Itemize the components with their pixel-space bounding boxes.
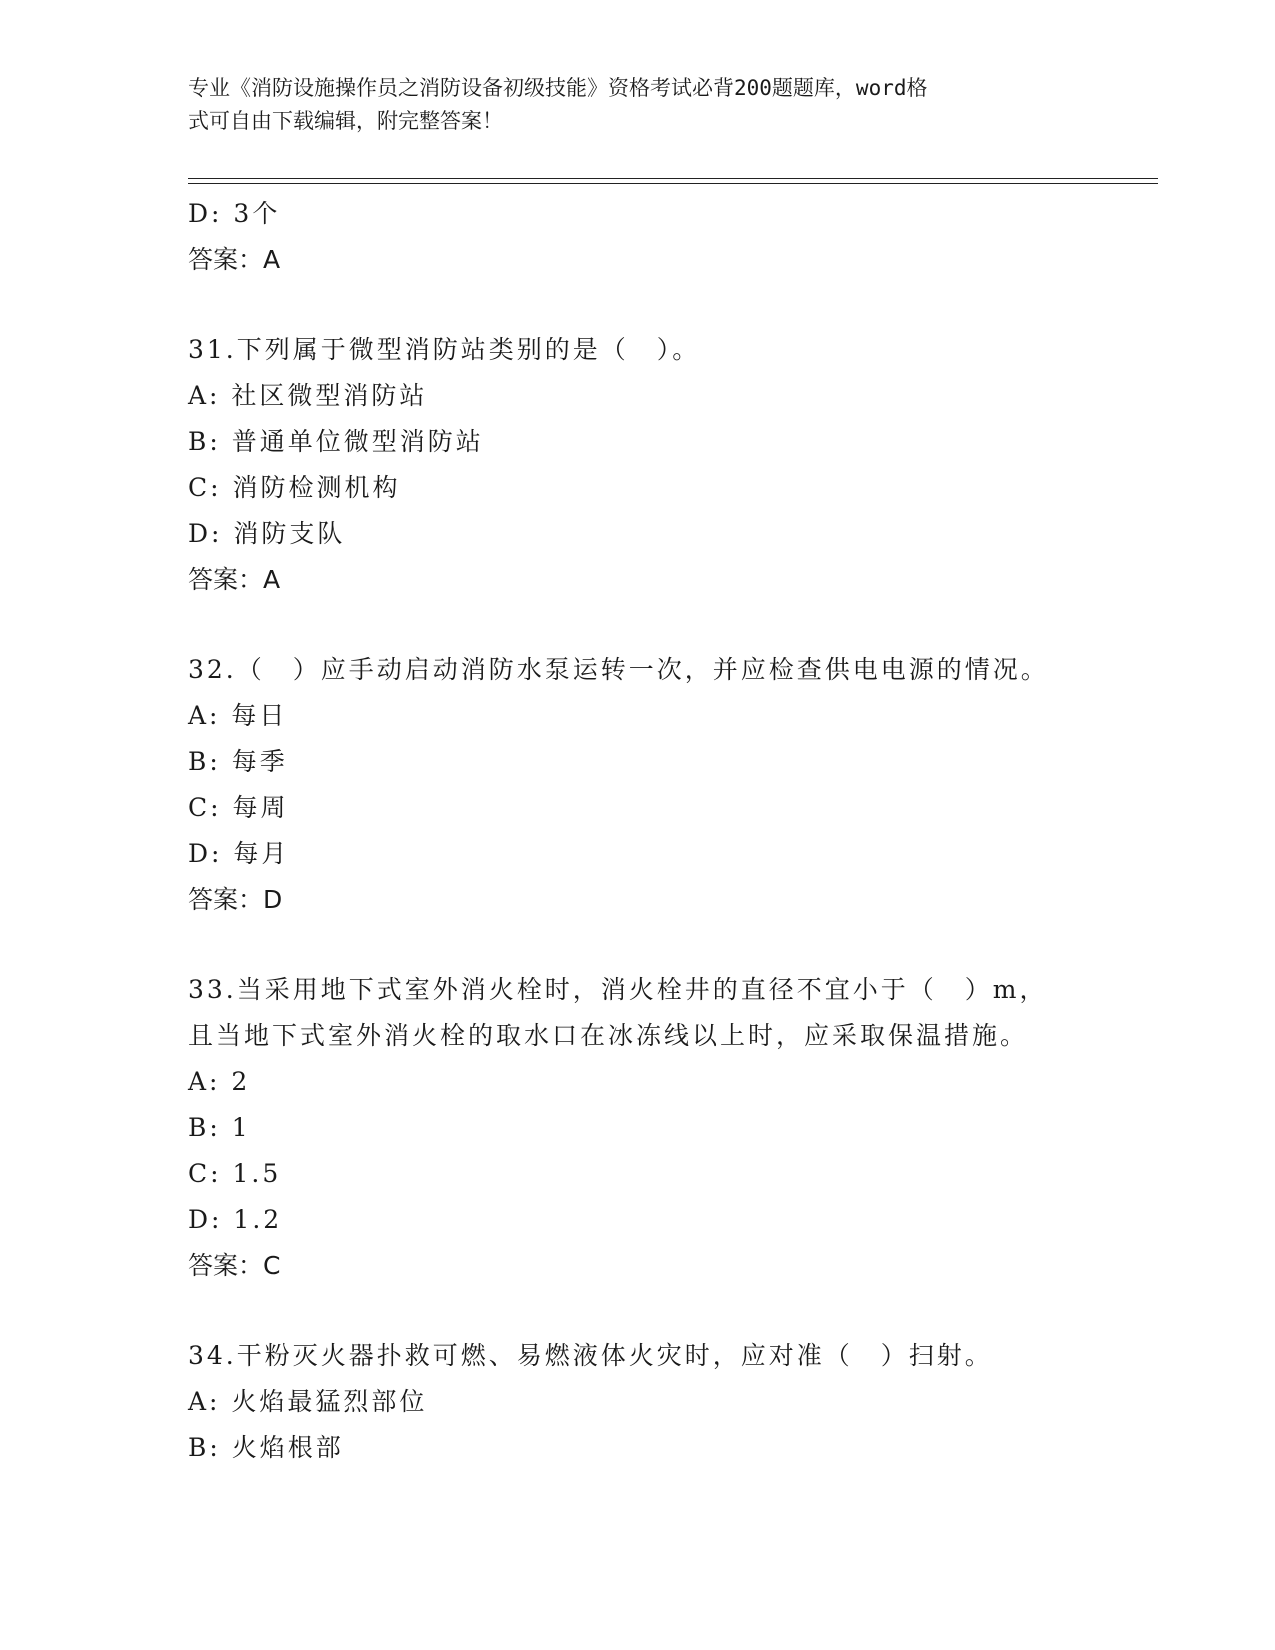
previous-question-tail: [188, 191, 1158, 283]
question-stem-continued: 且当地下式室外消火栓的取水口在冰冻线以上时，应采取保温措施。: [188, 1021, 1029, 1050]
question-32: [188, 647, 1158, 923]
header-divider-top: [188, 178, 1158, 179]
question-stem: 34.干粉灭火器扑救可燃、易燃液体火灾时，应对准（ ）扫射。: [188, 1341, 993, 1370]
option-c: C: 1.5: [188, 1159, 282, 1188]
option-d: D: 消防支队: [188, 519, 346, 548]
option-a: A: 社区微型消防站: [188, 381, 428, 410]
question-31: [188, 327, 1158, 603]
question-stem: 32.（ ）应手动启动消防水泵运转一次，并应检查供电电源的情况。: [188, 655, 1049, 684]
question-33: [188, 967, 1158, 1289]
option-a: A: 火焰最猛烈部位: [188, 1387, 428, 1416]
question-34: [188, 1333, 1158, 1471]
answer-line: 答案：D: [188, 885, 283, 914]
option-b: B: 1: [188, 1113, 251, 1142]
option-d: D: 1.2: [188, 1205, 283, 1234]
header-line-1: 专业《消防设施操作员之消防设备初级技能》资格考试必背200题题库，word格: [188, 76, 928, 100]
option-b: B: 火焰根部: [188, 1433, 344, 1462]
option-a: A: 2: [188, 1067, 251, 1096]
option-c: C: 每周: [188, 793, 289, 822]
header-line-2: 式可自由下载编辑，附完整答案！: [188, 109, 503, 133]
answer-line: 答案：A: [188, 565, 281, 594]
option-b: B: 每季: [188, 747, 288, 776]
option-d: D: 每月: [188, 839, 290, 868]
header-divider-bottom: [188, 183, 1158, 184]
question-list: [188, 191, 1158, 1471]
option-b: B: 普通单位微型消防站: [188, 427, 484, 456]
question-stem: 33.当采用地下式室外消火栓时，消火栓井的直径不宜小于（ ）m，: [188, 975, 1048, 1004]
option-d: D: 3个: [188, 199, 281, 228]
answer-line: 答案：C: [188, 1251, 281, 1280]
question-stem: 31.下列属于微型消防站类别的是（ ）。: [188, 335, 701, 364]
answer-line: 答案：A: [188, 245, 281, 274]
option-a: A: 每日: [188, 701, 288, 730]
option-c: C: 消防检测机构: [188, 473, 401, 502]
document-header: [188, 72, 1068, 138]
